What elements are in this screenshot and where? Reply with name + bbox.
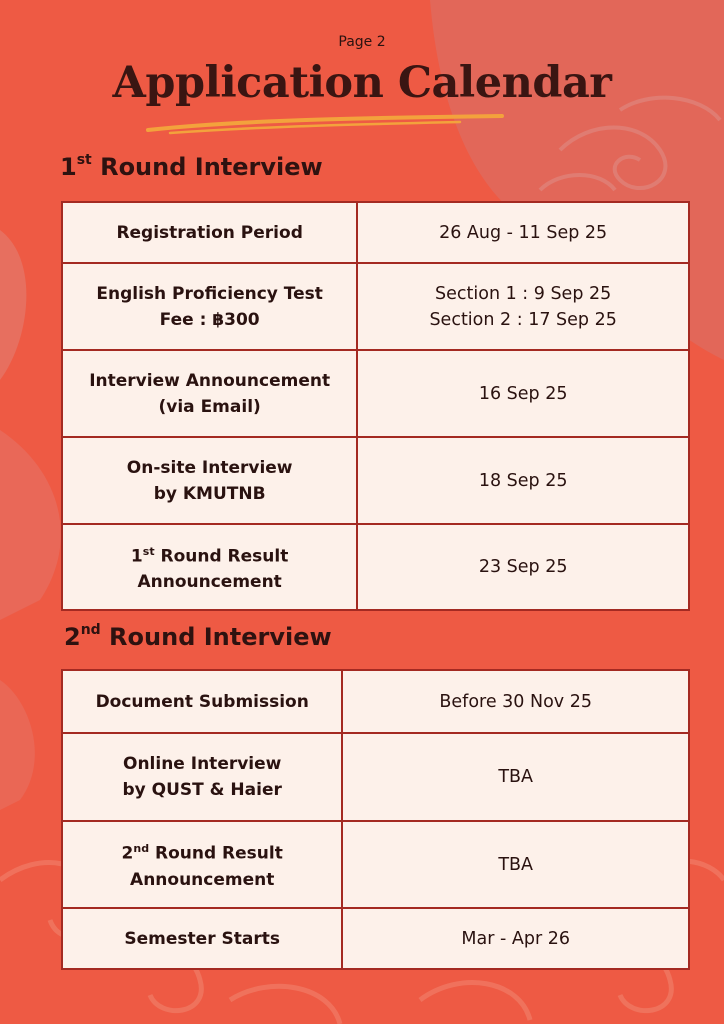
row-value: TBA [342,733,689,821]
round2-table [61,669,690,970]
table-row [62,524,689,610]
table-row [62,670,689,733]
row-value: Mar - Apr 26 [342,908,689,969]
row-value: 23 Sep 25 [357,524,689,610]
row-label: Document Submission [62,670,342,733]
row-value: Section 1 : 9 Sep 25 Section 2 : 17 Sep 25 [357,263,689,350]
table-row [62,733,689,821]
row-value: 18 Sep 25 [357,437,689,524]
row-label: 2nd Round Result Announcement [62,821,342,908]
round2-heading: 2nd Round Interview [64,622,332,651]
row-value: 16 Sep 25 [357,350,689,437]
table-row [62,350,689,437]
row-label: Online Interview by QUST & Haier [62,733,342,821]
row-label: Semester Starts [62,908,342,969]
title-underline-swash [140,114,510,136]
page-title: Application Calendar [112,58,612,108]
round1-table [61,201,690,611]
row-label: On-site Interview by KMUTNB [62,437,357,524]
row-label: Registration Period [62,202,357,263]
round1-heading: 1st Round Interview [60,152,323,181]
row-value: TBA [342,821,689,908]
table-row [62,821,689,908]
table-row [62,437,689,524]
row-label: Interview Announcement (via Email) [62,350,357,437]
table-row [62,263,689,350]
row-value: Before 30 Nov 25 [342,670,689,733]
row-label: English Proficiency Test Fee : ฿300 [62,263,357,350]
table-row [62,908,689,969]
table-row [62,202,689,263]
row-value: 26 Aug - 11 Sep 25 [357,202,689,263]
row-label: 1st Round Result Announcement [62,524,357,610]
page-number: Page 2 [338,34,386,50]
